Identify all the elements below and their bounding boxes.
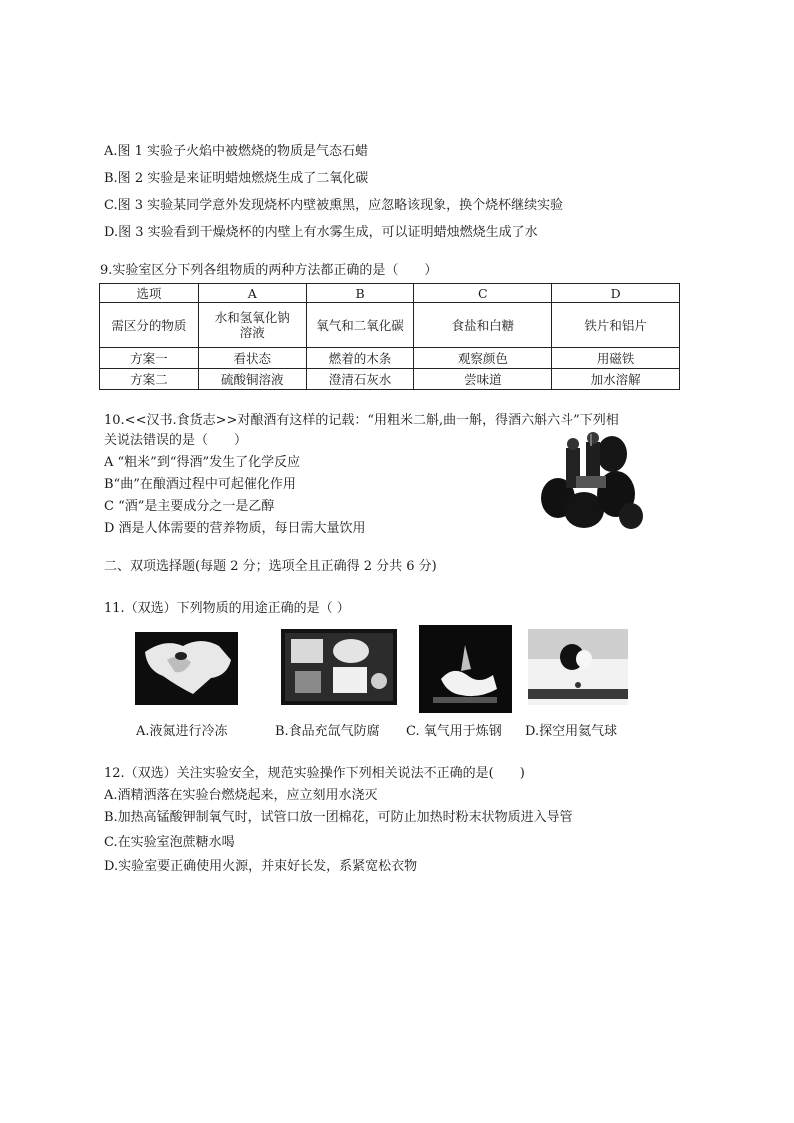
q10-stem-line2: 关说法错误的是（ ）	[104, 433, 248, 448]
winemaking-illustration	[532, 430, 644, 530]
q12-option-c: C.在实验室泡蔗糖水喝	[104, 835, 235, 850]
q8-option-b: B.图 2 实验是来证明蜡烛燃烧生成了二氧化碳	[104, 171, 369, 186]
table-row	[100, 303, 680, 348]
q9-stem: 9.实验室区分下列各组物质的两种方法都正确的是（ ）	[100, 263, 438, 278]
table-header-cell: C	[414, 284, 552, 303]
q11-option-b: B.食品充氙气防腐	[275, 724, 380, 739]
q12-stem: 12.（双选）关注实验安全，规范实验操作下列相关说法不正确的是( )	[104, 766, 525, 781]
table-cell: 澄清石灰水	[306, 369, 414, 390]
table-row	[100, 369, 680, 390]
section2-title: 二、双项选择题(每题 2 分；选项全且正确得 2 分共 6 分)	[104, 559, 437, 574]
table-header-cell: 选项	[100, 284, 199, 303]
table-cell: 方案一	[100, 348, 199, 369]
food-preservation-photo	[281, 629, 397, 705]
table-row	[100, 348, 680, 369]
q12-option-a: A.酒精洒落在实验台燃烧起来，应立刻用水浇灭	[104, 788, 378, 803]
table-cell: 需区分的物质	[100, 303, 199, 348]
q9-options-table	[99, 283, 680, 390]
table-header-cell: B	[306, 284, 414, 303]
table-cell: 尝味道	[414, 369, 552, 390]
q8-option-c: C.图 3 实验某同学意外发现烧杯内壁被熏黑，应忽略该现象，换个烧杯继续实验	[104, 198, 564, 213]
q11-option-d: D.探空用氦气球	[525, 724, 618, 739]
q11-option-c: C. 氧气用于炼钢	[406, 724, 502, 739]
q10-option-a: A “粗米”到“得酒”发生了化学反应	[104, 455, 301, 470]
q10-option-b: B“曲”在酿酒过程中可起催化作用	[104, 477, 296, 492]
table-cell: 用磁铁	[552, 348, 680, 369]
table-cell: 氧气和二氧化碳	[306, 303, 414, 348]
table-cell: 看状态	[198, 348, 306, 369]
q8-option-a: A.图 1 实验子火焰中被燃烧的物质是气态石蜡	[104, 144, 369, 159]
table-cell: 观察颜色	[414, 348, 552, 369]
table-header-row	[100, 284, 680, 303]
table-cell: 硫酸铜溶液	[198, 369, 306, 390]
q10-stem-line1: 10.<<汉书.食货志>>对酿酒有这样的记载：“用粗米二斛,曲一斛，得酒六斛六斗”下列相	[104, 413, 619, 428]
table-header-cell: D	[552, 284, 680, 303]
q12-option-d: D.实验室要正确使用火源，并束好长发，系紧宽松衣物	[104, 859, 418, 874]
q10-option-c: C “酒”是主要成分之一是乙醇	[104, 499, 275, 514]
q12-option-b: B.加热高锰酸钾制氧气时，试管口放一团棉花，可防止加热时粉末状物质进入导管	[104, 810, 573, 825]
table-cell: 加水溶解	[552, 369, 680, 390]
steelmaking-photo	[419, 625, 512, 713]
table-cell: 燃着的木条	[306, 348, 414, 369]
table-cell: 食盐和白糖	[414, 303, 552, 348]
table-header-cell: A	[198, 284, 306, 303]
table-cell: 方案二	[100, 369, 199, 390]
q10-option-d: D 酒是人体需要的营养物质，每日需大量饮用	[104, 521, 366, 536]
table-cell: 铁片和铝片	[552, 303, 680, 348]
q8-option-d: D.图 3 实验看到干燥烧杯的内壁上有水雾生成，可以证明蜡烛燃烧生成了水	[104, 225, 538, 240]
q11-option-a: A.液氮进行冷冻	[136, 724, 228, 739]
liquid-nitrogen-photo	[135, 632, 238, 705]
helium-balloon-photo	[528, 629, 628, 705]
q11-stem: 11.（双选）下列物质的用途正确的是（ ）	[104, 601, 350, 616]
table-cell-text: 水和氢氧化钠溶液	[214, 310, 290, 340]
table-cell	[198, 303, 306, 348]
